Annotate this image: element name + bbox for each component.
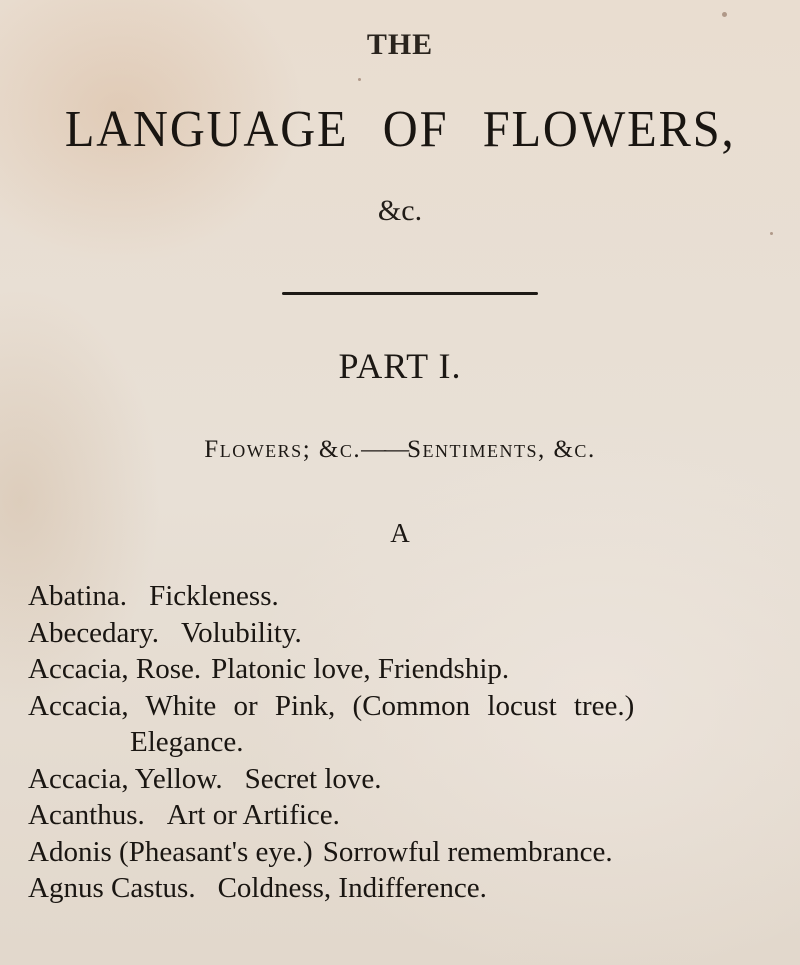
list-item: [28, 797, 798, 834]
flower-name: Accacia, White or Pink, (Common locust tree.): [28, 689, 635, 722]
paper-speck: [770, 232, 773, 235]
flower-name: Abecedary.: [28, 616, 159, 649]
title-article: THE: [366, 28, 434, 61]
section-letter: A: [390, 518, 410, 548]
list-item: [28, 578, 798, 615]
sentiment: Secret love.: [244, 762, 382, 795]
subheading-flowers: Flowers; &c.: [204, 436, 362, 463]
subheading-dash: ——: [361, 436, 408, 463]
page-title: LANGUAGE OF FLOWERS,: [64, 101, 736, 158]
sentiment: Sorrowful remembrance.: [322, 835, 613, 868]
sentiment: Elegance.: [130, 726, 244, 758]
flower-name: Accacia, Rose.: [28, 653, 202, 685]
flower-name: Abatina.: [28, 580, 128, 612]
flower-name: Adonis (Pheasant's eye.): [28, 835, 313, 868]
sentiment: Fickleness.: [149, 580, 279, 612]
sentiment: Platonic love, Friendship.: [211, 653, 510, 685]
part-heading: PART I.: [338, 346, 462, 386]
list-item: [28, 615, 798, 652]
list-item: [28, 761, 798, 798]
list-item: [28, 688, 798, 725]
list-item: [28, 834, 798, 871]
sentiment: Art or Artifice.: [166, 799, 340, 831]
column-subheading: [0, 436, 800, 464]
paper-speck: [722, 12, 727, 17]
flower-name: Acanthus.: [28, 799, 145, 831]
flower-name: Agnus Castus.: [28, 872, 196, 904]
paper-speck: [358, 78, 361, 81]
subheading-sentiments: Sentiments, &c.: [407, 436, 596, 463]
list-item-continuation: [28, 724, 798, 761]
divider-rule: [282, 292, 538, 295]
sentiment: Volubility.: [180, 616, 302, 649]
title-etc: &c.: [377, 194, 423, 227]
flower-name: Accacia, Yellow.: [28, 762, 223, 795]
list-item: [28, 870, 798, 907]
sentiment: Coldness, Indifference.: [217, 872, 487, 904]
entry-list: [28, 578, 798, 907]
list-item: [28, 651, 798, 688]
